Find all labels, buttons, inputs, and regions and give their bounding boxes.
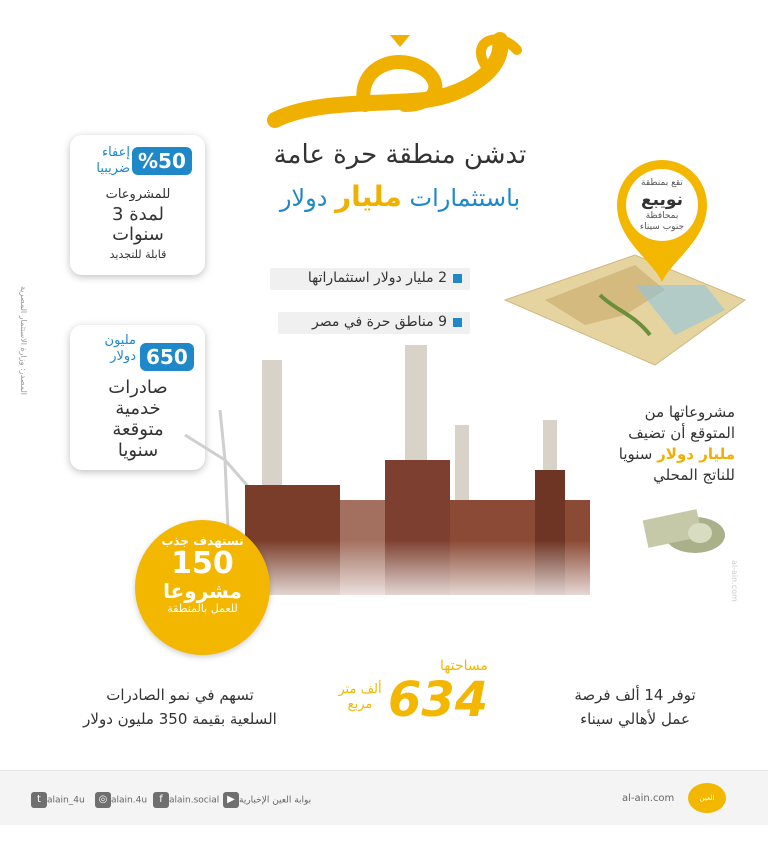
- stat-right-line2: عمل لأهالي سيناء: [580, 710, 690, 728]
- headline-suffix: دولار: [279, 184, 328, 212]
- card2-line1: صادرات: [108, 377, 168, 398]
- right-highlight: مليار دولار: [657, 445, 735, 463]
- gdp-contribution-text: [570, 402, 735, 486]
- card1-blue-line1: إعفاء: [101, 145, 130, 160]
- right-line2: المتوقع أن تضيف: [628, 424, 735, 442]
- pin-line4: جنوب سيناء: [639, 222, 685, 232]
- circle-line3: مشروعا: [163, 579, 242, 603]
- card1-line2: لمدة 3: [112, 204, 164, 225]
- instagram-handle: alain.4u: [111, 795, 148, 806]
- card2-blue-line2: دولار: [110, 349, 136, 364]
- title-word: [255, 10, 256, 11]
- card2-blue-label: [84, 333, 136, 365]
- card1-body: [78, 185, 198, 265]
- percent-badge: %50: [132, 147, 192, 175]
- right-line1: مشروعاتها من: [644, 403, 735, 421]
- twitter-link[interactable]: [28, 792, 85, 808]
- bullet-investments: [270, 268, 470, 290]
- instagram-icon: ◎: [95, 792, 111, 808]
- headline-prefix: باستثمارات: [409, 184, 521, 212]
- exports-growth-text: [60, 683, 300, 731]
- area-unit-line2: مربع: [347, 697, 373, 712]
- card1-blue-label: [84, 145, 130, 177]
- pin-line1: تقع بمنطقة: [641, 178, 683, 188]
- bullet-square-icon: [453, 274, 462, 283]
- card2-blue-line1: مليون: [104, 333, 136, 348]
- card1-line1: للمشروعات: [105, 187, 171, 202]
- bullet-text-2: 9 مناطق حرة في مصر: [312, 314, 447, 330]
- pin-line2: نويبع: [641, 190, 683, 210]
- watermark: al-ain.com: [730, 560, 739, 602]
- circle-number: 150: [171, 546, 234, 581]
- twitter-handle: alain_4u: [47, 795, 85, 806]
- card2-line3: متوقعة: [112, 419, 164, 440]
- money-image: [640, 503, 735, 558]
- youtube-icon: ▶: [223, 792, 239, 808]
- circle-line4: للعمل بالمنطقة: [167, 602, 238, 615]
- facebook-handle: alain.social: [169, 795, 220, 806]
- title-calligraphy: [255, 10, 535, 150]
- site-link[interactable]: al-ain.com: [622, 793, 675, 804]
- bullet-square-icon: [453, 318, 462, 327]
- bullet-free-zones: [278, 312, 470, 334]
- headline-line2: [250, 180, 550, 213]
- circle-line1: تستهدف جذب: [161, 534, 244, 548]
- card1-line4: قابلة للتجديد: [109, 248, 167, 261]
- right-line4: للناتج المحلي: [653, 466, 735, 484]
- bullet-text-1: 2 مليار دولار استثماراتها: [307, 270, 447, 286]
- card2-line4: سنويا: [117, 440, 159, 461]
- area-label: مساحتها: [440, 658, 488, 674]
- stat-right-line1: توفر 14 ألف فرصة: [574, 686, 696, 704]
- logo-text: العين الإخبارية: [695, 794, 719, 832]
- stat-left-line1: تسهم في نمو الصادرات: [106, 686, 254, 704]
- facebook-icon: f: [153, 792, 169, 808]
- pin-text: [622, 178, 702, 233]
- pin-line3: بمحافظة: [645, 211, 679, 221]
- al-ain-logo: [688, 783, 726, 832]
- area-number: 634: [388, 672, 489, 728]
- card1-line3: سنوات: [112, 224, 164, 245]
- jobs-text: [515, 683, 755, 731]
- youtube-name: بوابة العين الإخبارية: [239, 795, 312, 806]
- youtube-link[interactable]: [220, 792, 311, 808]
- headline-line1: تدشن منطقة حرة عامة: [273, 140, 527, 170]
- right-line3-rest: سنويا: [618, 445, 653, 463]
- value-badge: 650: [140, 343, 194, 371]
- target-projects-circle: [135, 520, 270, 655]
- source-note: المصدر: وزارة الاستثمار المصرية: [19, 285, 28, 395]
- facebook-link[interactable]: [150, 792, 219, 808]
- stat-left-line2: السلعية بقيمة 350 مليون دولار: [83, 710, 277, 728]
- area-unit: [330, 682, 390, 712]
- card1-blue-line2: ضريبيا: [96, 161, 130, 176]
- twitter-icon: t: [31, 792, 47, 808]
- card2-line2: خدمية: [115, 398, 161, 419]
- tax-exemption-card: [70, 135, 205, 275]
- instagram-link[interactable]: [92, 792, 147, 808]
- headline-highlight: مليار: [335, 180, 402, 213]
- area-unit-line1: ألف متر: [338, 682, 382, 697]
